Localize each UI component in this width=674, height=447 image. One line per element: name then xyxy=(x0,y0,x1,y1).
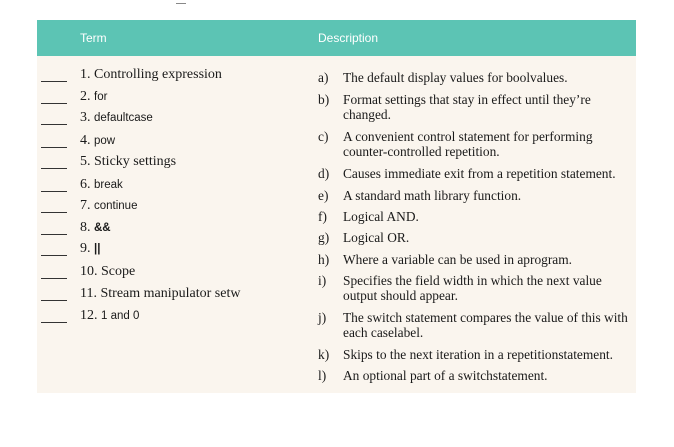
description-text: The default display values for boolvalues. xyxy=(343,70,568,85)
answer-blank[interactable] xyxy=(41,300,67,301)
description-letter: c) xyxy=(318,129,329,144)
description-text: Where a variable can be used in aprogram. xyxy=(343,252,573,267)
description-letter: b) xyxy=(318,92,330,107)
term-text: pow xyxy=(94,135,116,147)
term-row xyxy=(37,89,297,109)
description-letter: a) xyxy=(318,70,329,85)
term-text: defaultcase xyxy=(94,112,153,124)
description-text: Specifies the field width in which the next value output should appear. xyxy=(343,273,602,303)
term-text: 1 and 0 xyxy=(101,310,140,322)
term-row xyxy=(37,154,297,174)
term-row xyxy=(37,286,297,306)
answer-blank[interactable] xyxy=(41,255,67,256)
term-row xyxy=(37,198,297,218)
description-letter: f) xyxy=(318,209,327,224)
term-text: Sticky settings xyxy=(94,154,177,169)
term-number: 1. xyxy=(80,67,91,82)
answer-blank[interactable] xyxy=(41,212,67,213)
description-text: Logical OR. xyxy=(343,230,410,245)
description-text: A convenient control statement for performing counter-controlled repetition. xyxy=(343,129,593,159)
term-number: 9. xyxy=(80,241,91,256)
description-letter: e) xyxy=(318,188,329,203)
term-text: Stream manipulator setw xyxy=(100,286,241,301)
term-text: || xyxy=(94,243,101,255)
term-number: 7. xyxy=(80,198,91,213)
page-scrap-mark xyxy=(176,0,186,4)
description-text: An optional part of a switchstatement. xyxy=(343,368,548,383)
term-number: 12. xyxy=(80,308,98,323)
term-number: 6. xyxy=(80,177,91,192)
answer-blank[interactable] xyxy=(41,234,67,235)
answer-blank[interactable] xyxy=(41,147,67,148)
term-number: 4. xyxy=(80,133,91,148)
term-number: 10. xyxy=(80,264,98,279)
term-row xyxy=(37,110,297,130)
description-text: Causes immediate exit from a repetition statement. xyxy=(343,166,616,181)
description-text: Format settings that stay in effect until they’re changed. xyxy=(343,92,591,122)
term-text: Scope xyxy=(101,264,136,279)
term-row xyxy=(37,177,297,197)
term-number: 3. xyxy=(80,110,91,125)
term-row xyxy=(37,264,297,284)
answer-blank[interactable] xyxy=(41,168,67,169)
answer-blank[interactable] xyxy=(41,103,67,104)
term-row xyxy=(37,241,297,261)
description-letter: d) xyxy=(318,166,330,181)
table-header xyxy=(37,20,636,56)
term-row xyxy=(37,308,297,328)
answer-blank[interactable] xyxy=(41,81,67,82)
answer-blank[interactable] xyxy=(41,124,67,125)
answer-blank[interactable] xyxy=(41,191,67,192)
term-text: && xyxy=(94,222,111,234)
description-text: Logical AND. xyxy=(343,209,419,224)
answer-blank[interactable] xyxy=(41,278,67,279)
term-number: 5. xyxy=(80,154,91,169)
header-term: Term xyxy=(80,31,107,45)
description-text: Skips to the next iteration in a repetitionstatement. xyxy=(343,347,613,362)
term-text: Controlling expression xyxy=(94,67,222,82)
description-text: The switch statement compares the value of this with each caselabel. xyxy=(343,310,628,340)
term-row xyxy=(37,133,297,153)
description-letter: i) xyxy=(318,273,327,288)
header-description: Description xyxy=(318,31,379,45)
description-letter: h) xyxy=(318,252,330,267)
term-text: for xyxy=(94,91,108,103)
term-text: break xyxy=(94,179,123,191)
term-number: 2. xyxy=(80,89,91,104)
description-letter: l) xyxy=(318,368,327,383)
description-text: A standard math library function. xyxy=(343,188,522,203)
description-letter: j) xyxy=(318,310,327,325)
term-number: 11. xyxy=(80,286,97,301)
description-letter: g) xyxy=(318,230,330,245)
description-letter: k) xyxy=(318,347,330,362)
term-row xyxy=(37,67,297,87)
term-text: continue xyxy=(94,200,138,212)
term-number: 8. xyxy=(80,220,91,235)
answer-blank[interactable] xyxy=(41,322,67,323)
matching-table xyxy=(37,20,636,393)
term-row xyxy=(37,220,297,240)
